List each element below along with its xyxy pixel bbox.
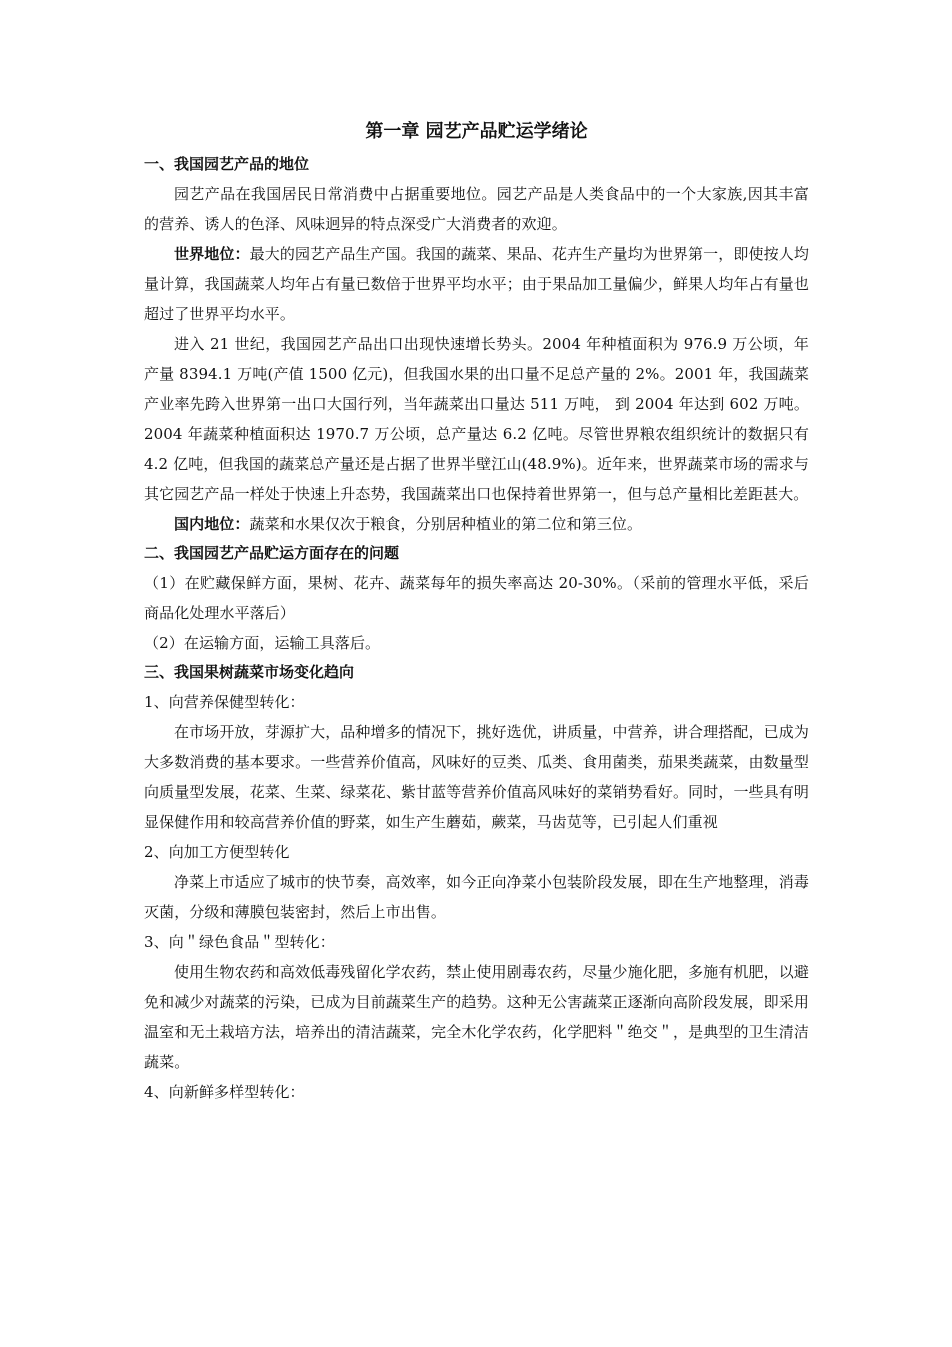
paragraph-text: 园艺产品在我国居民日常消费中占据重要地位。园艺产品是人类食品中的一个大家族,因其丰富的营养、诱人的色泽、风味迥异的特点深受广大消费者的欢迎。 xyxy=(144,185,809,233)
paragraph-lead: 世界地位： xyxy=(174,245,250,263)
section-heading-position: 一、我国园艺产品的地位 xyxy=(144,155,310,173)
paragraph-domestic-position xyxy=(144,509,809,539)
paragraph-text: 最大的园艺产品生产国。我国的蔬菜、果品、花卉生产量均为世界第一，即使按人均量计算，我国蔬菜人均年占有量已数倍于世界平均水平；由于果品加工量偏少，鲜果人均年占有量也超过了世界平均水平。 xyxy=(144,245,809,323)
paragraph-export-growth xyxy=(144,329,809,509)
chapter-title: 第一章 园艺产品贮运学绪论 xyxy=(365,121,588,142)
subsection-paragraph: 使用生物农药和高效低毒残留化学农药，禁止使用剧毒农药，尽量少施化肥，多施有机肥，以避免和减少对蔬菜的污染，已成为目前蔬菜生产的趋势。这种无公害蔬菜正逐渐向高阶段发展，即采用温室和无土栽培方法，培养出的清洁蔬菜，完全木化学农药，化学肥料＂绝交＂，是典型的卫生清洁蔬菜。 xyxy=(144,963,809,1071)
subsection-label: 1、向营养保健型转化： xyxy=(144,693,305,711)
subsection-label: 2、向加工方便型转化 xyxy=(144,843,290,861)
document-body xyxy=(144,118,809,1107)
paragraph-text: 蔬菜和水果仅次于粮食，分别居种植业的第二位和第三位。 xyxy=(249,515,643,533)
subsection-paragraph: 净菜上市适应了城市的快节奏，高效率，如今正向净菜小包装阶段发展，即在生产地整理，消毒灭菌，分级和薄膜包装密封，然后上市出售。 xyxy=(144,873,809,921)
list-item: （1）在贮藏保鲜方面，果树、花卉、蔬菜每年的损失率高达 20-30%。（采前的管理水平低，采后商品化处理水平落后） xyxy=(144,574,809,622)
subsection-paragraph: 在市场开放，芽源扩大，品种增多的情况下，挑好选优，讲质量，中营养，讲合理搭配，已成为大多数消费的基本要求。一些营养价值高，风味好的豆类、瓜类、食用菌类，茄果类蔬菜，由数量型向质量型发展，花菜、生菜、绿菜花、紫甘蓝等营养价值高风味好的菜销势看好。同时，一些具有明显保健作用和较高营养价值的野菜，如生产生蘑茹，蕨菜，马齿苋等，已引起人们重视 xyxy=(144,723,809,831)
section-heading-market-trends: 三、我国果树蔬菜市场变化趋向 xyxy=(144,663,355,681)
paragraph-intro xyxy=(144,179,809,239)
list-item: （2）在运输方面，运输工具落后。 xyxy=(144,634,381,652)
subsection-label: 4、向新鲜多样型转化： xyxy=(144,1083,305,1101)
paragraph-lead: 国内地位： xyxy=(174,515,250,533)
section-heading-problems: 二、我国园艺产品贮运方面存在的问题 xyxy=(144,544,400,562)
subsection-label: 3、向＂绿色食品＂型转化： xyxy=(144,933,335,951)
paragraph-text: 进入 21 世纪，我国园艺产品出口出现快速增长势头。2004 年种植面积为 976.9 万公顷，年产量 8394.1 万吨(产值 1500 亿元)，但我国水果的出口量不足总产量的 2%。2001 年，我国蔬菜产业率先跨入世界第一出口大国行列，当年蔬菜出口量达 511 万吨， 到 2004 年达到 602 万吨。2004 年蔬菜种植面积达 1970.7 万公顷，总产量达 6.2 亿吨。尽管世界粮农组织统计的数据只有 4.2 亿吨，但我国的蔬菜总产量还是占据了世界半壁江山(48.9%)。近年来，世界蔬菜市场的需求与其它园艺产品一样处于快速上升态势，我国蔬菜出口也保持着世界第一，但与总产量相比差距甚大。 xyxy=(144,335,809,503)
paragraph-world-position xyxy=(144,239,809,329)
